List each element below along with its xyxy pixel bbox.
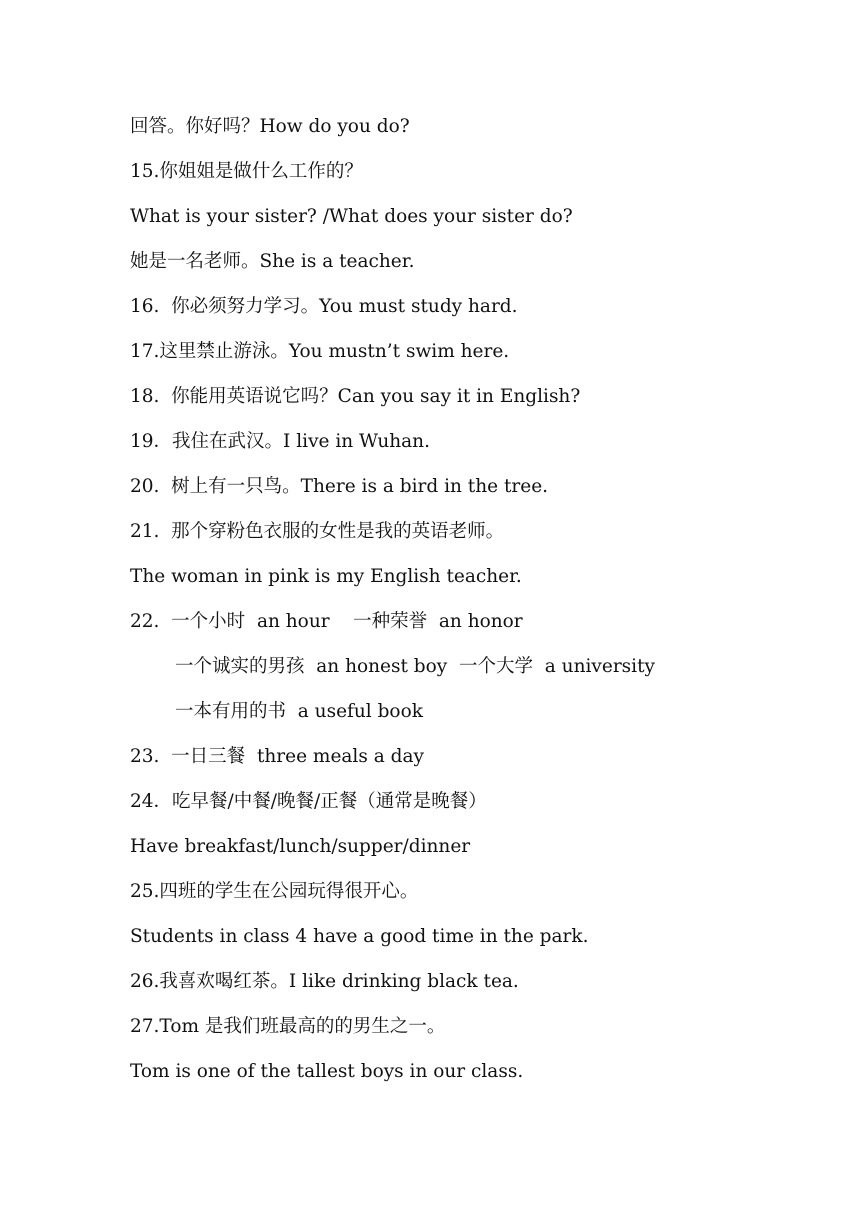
document-body	[130, 112, 810, 1102]
text-line: 16. 你必须努力学习。You must study hard.	[130, 296, 518, 317]
text-line: 26.我喜欢喝红茶。I like drinking black tea.	[130, 971, 519, 992]
text-line: 22. 一个小时 an hour 一种荣誉 an honor	[130, 611, 523, 632]
text-line: 25.四班的学生在公园玩得很开心。	[130, 881, 419, 902]
text-line: 20. 树上有一只鸟。There is a bird in the tree.	[130, 476, 549, 497]
text-line: 回答。你好吗？How do you do?	[130, 116, 410, 137]
text-line: Students in class 4 have a good time in the park.	[130, 926, 589, 947]
text-line: What is your sister? /What does your sister do?	[130, 206, 573, 227]
text-line-indented: 一个诚实的男孩 an honest boy 一个大学 a university	[175, 656, 655, 677]
text-line: 21. 那个穿粉色衣服的女性是我的英语老师。	[130, 521, 505, 542]
text-line: 18. 你能用英语说它吗？Can you say it in English?	[130, 386, 581, 407]
text-line: Have breakfast/lunch/supper/dinner	[130, 836, 471, 857]
text-line: 17.这里禁止游泳。You mustn’t swim here.	[130, 341, 510, 362]
text-line: 19．我住在武汉。I live in Wuhan.	[130, 431, 430, 452]
text-line: 她是一名老师。She is a teacher.	[130, 251, 415, 272]
text-line: The woman in pink is my English teacher.	[130, 566, 522, 587]
text-line: Tom is one of the tallest boys in our class.	[130, 1061, 524, 1082]
text-line-indented: 一本有用的书 a useful book	[175, 701, 423, 722]
text-line: 24．吃早餐/中餐/晚餐/正餐（通常是晚餐）	[130, 791, 487, 812]
text-line: 27.Tom 是我们班最高的的男生之一。	[130, 1016, 446, 1037]
text-line: 15.你姐姐是做什么工作的？	[130, 161, 363, 182]
text-line: 23. 一日三餐 three meals a day	[130, 746, 424, 767]
